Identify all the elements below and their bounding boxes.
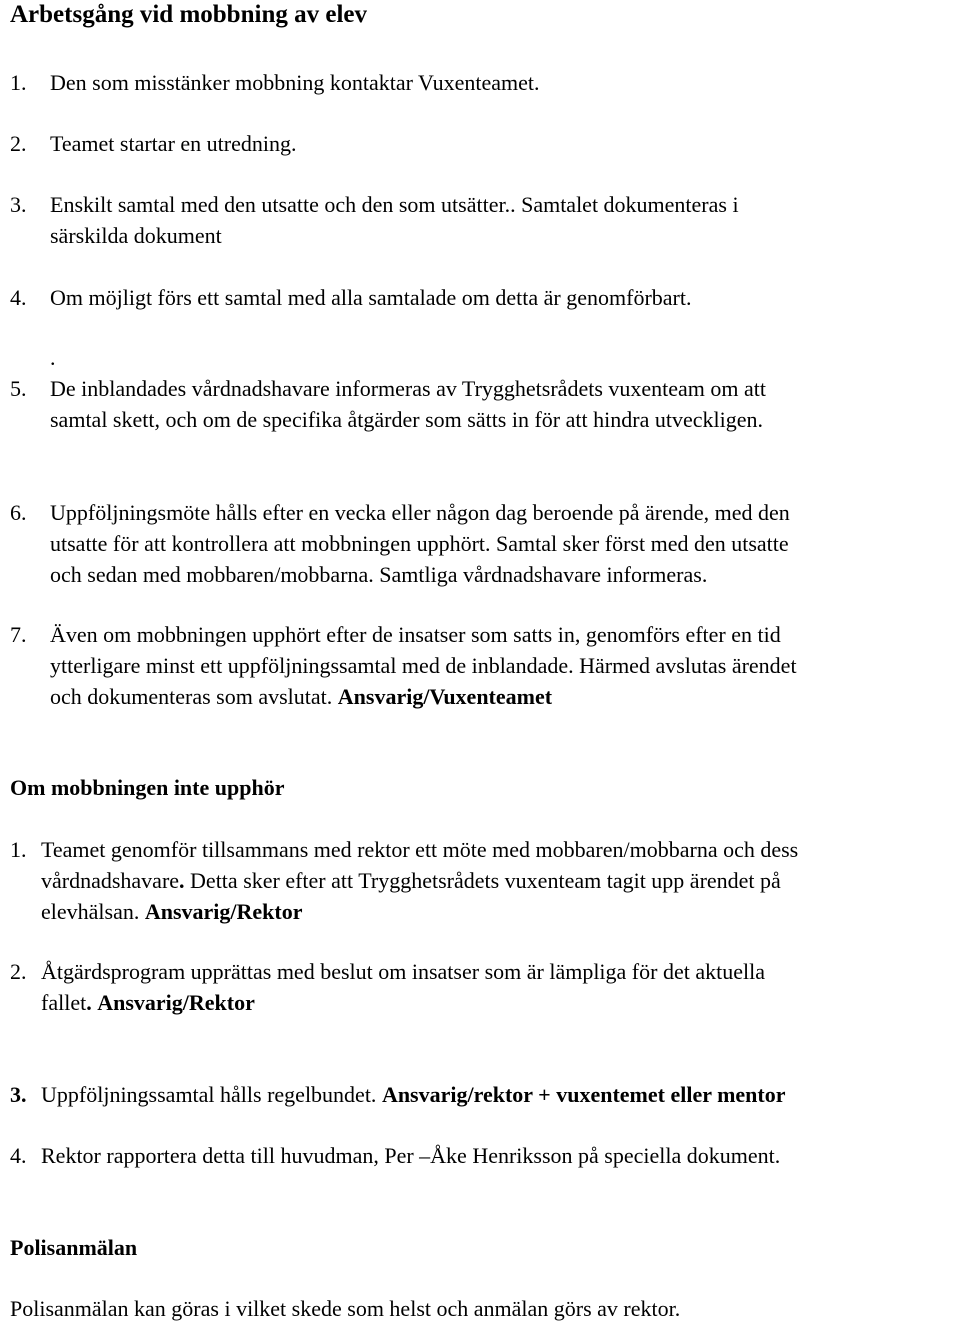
step-text: samtal skett, och om de specifika åtgärder som sätts in för att hindra utveckligen. [50, 407, 763, 432]
section-text: Polisanmälan kan göras i vilket skede som helst och anmälan görs av rektor. [10, 1296, 681, 1321]
step-text: Om möjligt förs ett samtal med alla samtalade om detta är genomförbart. [50, 285, 692, 310]
item-text-with-responsible [41, 987, 255, 1018]
item-number: 2. [10, 959, 27, 984]
step-text: och dokumenteras som avslutat. [50, 684, 333, 709]
document-title: Arbetsgång vid mobbning av elev [10, 1, 367, 28]
step-number: 6. [10, 500, 27, 525]
step-number: 4. [10, 285, 27, 310]
step-number: 3. [10, 192, 27, 217]
step-text: Enskilt samtal med den utsatte och den som utsätter.. Samtalet dokumenteras i [50, 192, 739, 217]
step-text: De inblandades vårdnadshavare informeras av Trygghetsrådets vuxenteam om att [50, 376, 767, 401]
step-number: 5. [10, 376, 27, 401]
item-text-line [41, 865, 781, 896]
item-text-with-responsible [41, 896, 303, 927]
responsible-label: Ansvarig/rektor + vuxentemet eller mentor [381, 1082, 786, 1107]
item-text-dot: . [179, 868, 185, 893]
item-text: Rektor rapportera detta till huvudman, Per –Åke Henriksson på speciella dokument. [41, 1143, 781, 1168]
section-heading: Polisanmälan [10, 1235, 138, 1260]
step-number: 2. [10, 131, 27, 156]
item-number: 1. [10, 837, 27, 862]
item-text: Åtgärdsprogram upprättas med beslut om insatser som är lämpliga för det aktuella [41, 959, 765, 984]
responsible-label: Ansvarig/Rektor [144, 899, 303, 924]
responsible-label: Ansvarig/Vuxenteamet [337, 684, 553, 709]
step-text: utsatte för att kontrollera att mobbningen upphört. Samtal sker först med den utsatte [50, 531, 789, 556]
item-text: Detta sker efter att Trygghetsrådets vuxenteam tagit upp ärendet på [184, 868, 781, 893]
item-number: 3. [10, 1082, 27, 1107]
item-text: Teamet genomför tillsammans med rektor ett möte med mobbaren/mobbarna och dess [41, 837, 799, 862]
section-heading: Om mobbningen inte upphör [10, 775, 285, 800]
step-text: särskilda dokument [50, 223, 222, 248]
step-number: 7. [10, 622, 27, 647]
stray-dot: . [50, 345, 56, 370]
item-text: elevhälsan. [41, 899, 140, 924]
step-number: 1. [10, 70, 27, 95]
step-text: Teamet startar en utredning. [50, 131, 297, 156]
step-text: ytterligare minst ett uppföljningssamtal med de inblandade. Härmed avslutas ärendet [50, 653, 797, 678]
item-text: fallet [41, 990, 87, 1015]
item-text-with-responsible [41, 1079, 786, 1110]
step-text: Den som misstänker mobbning kontaktar Vuxenteamet. [50, 70, 540, 95]
item-number: 4. [10, 1143, 27, 1168]
step-text: och sedan med mobbaren/mobbarna. Samtliga vårdnadshavare informeras. [50, 562, 708, 587]
item-text: Uppföljningssamtal hålls regelbundet. [41, 1082, 377, 1107]
responsible-label: Ansvarig/Rektor [97, 990, 255, 1015]
step-text: Även om mobbningen upphört efter de insatser som satts in, genomförs efter en tid [50, 622, 781, 647]
item-text: vårdnadshavare [41, 868, 180, 893]
step-text: Uppföljningsmöte hålls efter en vecka eller någon dag beroende på ärende, med den [50, 500, 790, 525]
item-text-dot: . [86, 990, 92, 1015]
step-text-with-responsible [50, 681, 552, 712]
